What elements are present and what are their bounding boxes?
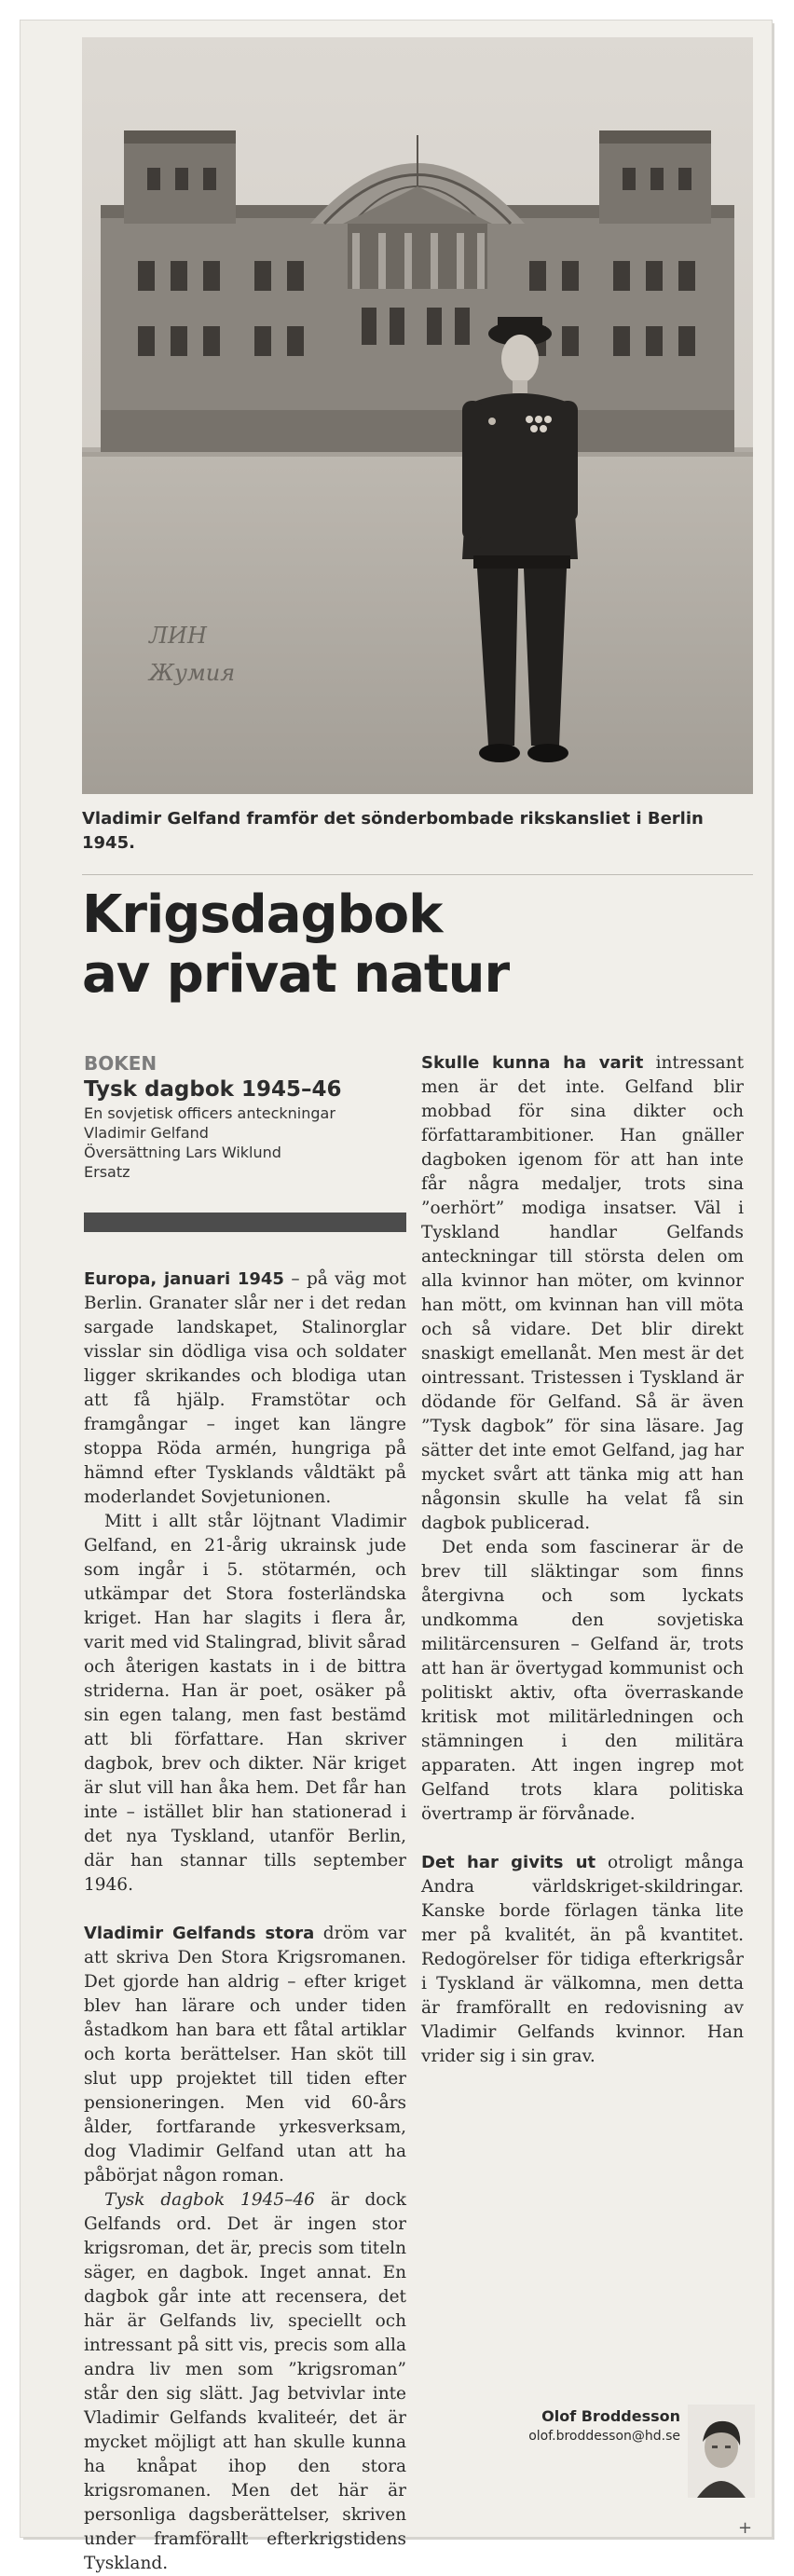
headline xyxy=(82,885,753,1005)
author-name: Olof Broddesson xyxy=(541,2407,680,2425)
paragraph: Tysk dagbok 1945–46 är dock Gelfands ord. Det är ingen stor krigsroman, det är, precis som titeln säger, en dagbok. Inget annat. En dagbok går inte att recensera, det här är Gelfands liv, speciellt och intressant på sitt vis, precis som alla andra liv men som ”krigsroman” står den sig slätt. Jag betvivlar inte Vladimir Gelfands kvaliteér, det är mycket möjligt att han skulle kunna ha knåpat ihop den stora krigsromanen. Men det här är personliga dagsberättelser, skriven under framförallt efterkrigstidens Tyskland. xyxy=(84,2190,406,2573)
photo-caption: Vladimir Gelfand framför det sönderbombade rikskansliet i Berlin 1945. xyxy=(82,809,704,853)
reichstag-building xyxy=(101,130,734,452)
paragraph: Vladimir Gelfands stora dröm var att skriva Den Stora Krigsromanen. Det gjorde han aldrig – efter kriget blev han lärare och under tiden åstadkom han bara ett fåtal artiklar och korta berättelser. Han sköt till slut upp projektet till tiden efter pensioneringen. Men vid 60-års ålder, fortfarande yrkesverksam, dog Vladimir Gelfand utan att ha påbörjat någon roman. xyxy=(84,1924,406,2185)
paragraph: Det har givits ut otroligt många Andra världskriget-skildringar. Kanske borde förlagen tänka lite mer på kvalitét, än på kvantitet. Redogörelser för tidiga efterkrigsår i Tyskland är välkomna, men detta är framförallt en redovisning av Vladimir Gelfands kvinnor. Han vrider sig i sin grav. xyxy=(421,1853,744,2066)
article-column-left xyxy=(84,1267,406,2576)
paragraph: Mitt i allt står löjtnant Vladimir Gelfand, en 21-årig ukrainsk jude som ingår i 5. stötarmén, och utkämpar det Stora fosterländska kriget. Han har slagits i flera år, varit med vid Stalingrad, blivit sårad och återigen kastats in i de bittra striderna. Han är poet, osäker på sin egen talang, men fast bestämd att bli författare. Han skriver dagbok, brev och dikter. När kriget är slut vill han åka hem. Det får han inte – istället blir han stationerad i det nya Tyskland, utanför Berlin, där han stannar tills september 1946. xyxy=(84,1512,406,1895)
article-photo xyxy=(82,37,753,794)
svg-text:Жумия: Жумия xyxy=(149,660,236,686)
byline xyxy=(514,2406,680,2446)
author-avatar xyxy=(688,2405,755,2498)
book-author: Vladimir Gelfand xyxy=(84,1124,209,1142)
factbox-kicker: BOKEN xyxy=(84,1052,157,1075)
factbox-bar xyxy=(84,1213,406,1232)
headline-line-1: Krigsdagbok xyxy=(82,884,443,945)
book-title: Tysk dagbok 1945–46 xyxy=(84,1077,342,1102)
book-translator: Översättning Lars Wiklund xyxy=(84,1144,281,1161)
paragraph: Skulle kunna ha varit intressant men är det inte. Gelfand blir mobbad för sina dikter och författarambitioner. Han gnäller dagboken igenom för att han inte får några medaljer, trots sina ”oerhört” modiga insatser. Väl i Tyskland handlar Gelfands anteckningar till största delen om alla kvinnor han möter, om kvinnor han mött, om kvinnan han vill möta och så vidare. Det blir direkt snaskigt emellanåt. Men mest är det ointressant. Tristessen i Tyskland är dödande för Gelfand. Så är även ”Tysk dagbok” för sina läsare. Jag sätter det inte emot Gelfand, jag har mycket svårt att tänka mig att han någonsin skulle ha velat få sin dagbok publicerad. xyxy=(421,1053,744,1533)
paragraph: Det enda som fascinerar är de brev till släktingar som finns återgivna och som lyckats undkomma den sovjetiska militärcensuren – Gelfand är, trots att han är övertygad kommunist och politiskt aktiv, ofta överraskande kritisk mot militärledningen och stämningen i den militära apparaten. Att ingen ingrep mot Gelfand trots klara politiska övertramp är förvånade. xyxy=(421,1538,744,1824)
author-email: olof.broddesson@hd.se xyxy=(528,2429,680,2444)
paragraph: Europa, januari 1945 – på väg mot Berlin. Granater slår ner i det redan sargade landskapet, Stalinorglar visslar sin dödliga visa och soldater ligger skrikandes och blodiga utan att få hjälp. Framstötar och framgångar – inget kan längre stoppa Röda armén, hungriga på hämnd efter Tysklands våldtäkt på moderlandet Sovjetunionen. xyxy=(84,1269,406,1507)
corner-mark: + xyxy=(738,2518,753,2538)
book-publisher: Ersatz xyxy=(84,1163,130,1181)
article-column-right xyxy=(421,1051,744,2069)
headline-line-2: av privat natur xyxy=(82,944,510,1005)
reichstag-soldier-illustration xyxy=(82,37,753,794)
newspaper-clipping xyxy=(21,21,772,2573)
divider xyxy=(82,874,753,875)
handwritten-scribble: ЛИН xyxy=(149,623,207,649)
book-subtitle: En sovjetisk officers anteckningar xyxy=(84,1104,335,1122)
book-factbox xyxy=(84,1051,406,1182)
